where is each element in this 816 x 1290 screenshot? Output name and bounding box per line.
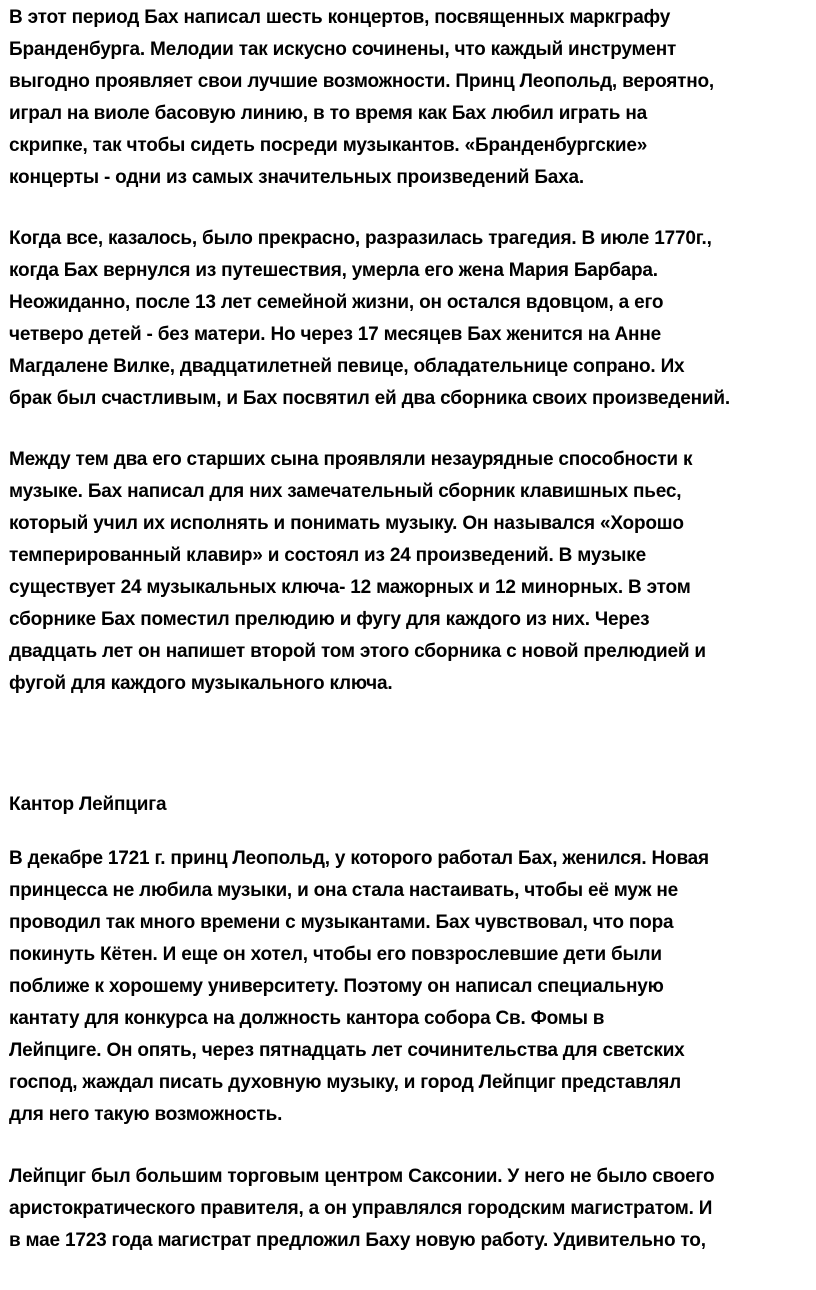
section-heading xyxy=(9,789,166,821)
text-line: брак был счастливым, и Бах посвятил ей два сборника своих произведений. xyxy=(9,388,730,409)
text-line: концерты - одни из самых значительных произведений Баха. xyxy=(9,167,584,188)
text-line: сборнике Бах поместил прелюдию и фугу для каждого из них. Через xyxy=(9,609,650,630)
text-line: Неожиданно, после 13 лет семейной жизни, он остался вдовцом, а его xyxy=(9,292,664,313)
text-line: темперированный клавир» и состоял из 24 произведений. В музыке xyxy=(9,545,646,566)
text-line: кантату для конкурса на должность кантора собора Св. Фомы в xyxy=(9,1008,605,1029)
text-line: господ, жаждал писать духовную музыку, и город Лейпциг представлял xyxy=(9,1072,682,1093)
text-line: покинуть Кётен. И еще он хотел, чтобы его повзрослевшие дети были xyxy=(9,944,662,965)
text-line: Лейпциг был большим торговым центром Саксонии. У него не было своего xyxy=(9,1166,715,1187)
text-line: существует 24 музыкальных ключа- 12 мажорных и 12 минорных. В этом xyxy=(9,577,691,598)
text-line: когда Бах вернулся из путешествия, умерла его жена Мария Барбара. xyxy=(9,260,658,281)
text-line: Между тем два его старших сына проявляли незаурядные способности к xyxy=(9,449,693,470)
text-line: который учил их исполнять и понимать музыку. Он назывался «Хорошо xyxy=(9,513,684,534)
text-line: четверо детей - без матери. Но через 17 месяцев Бах женится на Анне xyxy=(9,324,661,345)
paragraph-well-tempered-clavier xyxy=(9,444,706,700)
text-line: В этот период Бах написал шесть концертов, посвященных маркграфу xyxy=(9,7,671,28)
heading-text: Кантор Лейпцига xyxy=(9,794,167,815)
text-line: Когда все, казалось, было прекрасно, разразилась трагедия. В июле 1770г., xyxy=(9,228,712,249)
text-line: Магдалене Вилке, двадцатилетней певице, обладательнице сопрано. Их xyxy=(9,356,685,377)
text-line: проводил так много времени с музыкантами. Бах чувствовал, что пора xyxy=(9,912,674,933)
text-line: Бранденбурга. Мелодии так искусно сочинены, что каждый инструмент xyxy=(9,39,677,60)
paragraph-leipzig-trade-center xyxy=(9,1161,714,1257)
text-line: принцесса не любила музыки, и она стала настаивать, чтобы её муж не xyxy=(9,880,678,901)
text-line: играл на виоле басовую линию, в то время как Бах любил играть на xyxy=(9,103,647,124)
text-line: аристократического правителя, а он управлялся городским магистратом. И xyxy=(9,1198,713,1219)
text-line: в мае 1723 года магистрат предложил Баху новую работу. Удивительно то, xyxy=(9,1230,706,1251)
paragraph-tragedy xyxy=(9,223,730,415)
text-line: фугой для каждого музыкального ключа. xyxy=(9,673,393,694)
text-line: поближе к хорошему университету. Поэтому он написал специальную xyxy=(9,976,664,997)
text-line: скрипке, так чтобы сидеть посреди музыкантов. «Бранденбургские» xyxy=(9,135,648,156)
text-line: выгодно проявляет свои лучшие возможности. Принц Леопольд, вероятно, xyxy=(9,71,714,92)
text-line: для него такую возможность. xyxy=(9,1104,283,1125)
text-line: музыке. Бах написал для них замечательный сборник клавишных пьес, xyxy=(9,481,682,502)
text-line: В декабре 1721 г. принц Леопольд, у которого работал Бах, женился. Новая xyxy=(9,848,709,869)
paragraph-leipzig-cantor xyxy=(9,843,709,1131)
text-line: Лейпциге. Он опять, через пятнадцать лет сочинительства для светских xyxy=(9,1040,685,1061)
text-line: двадцать лет он напишет второй том этого сборника с новой прелюдией и xyxy=(9,641,706,662)
paragraph-brandenburg-concertos xyxy=(9,2,714,194)
